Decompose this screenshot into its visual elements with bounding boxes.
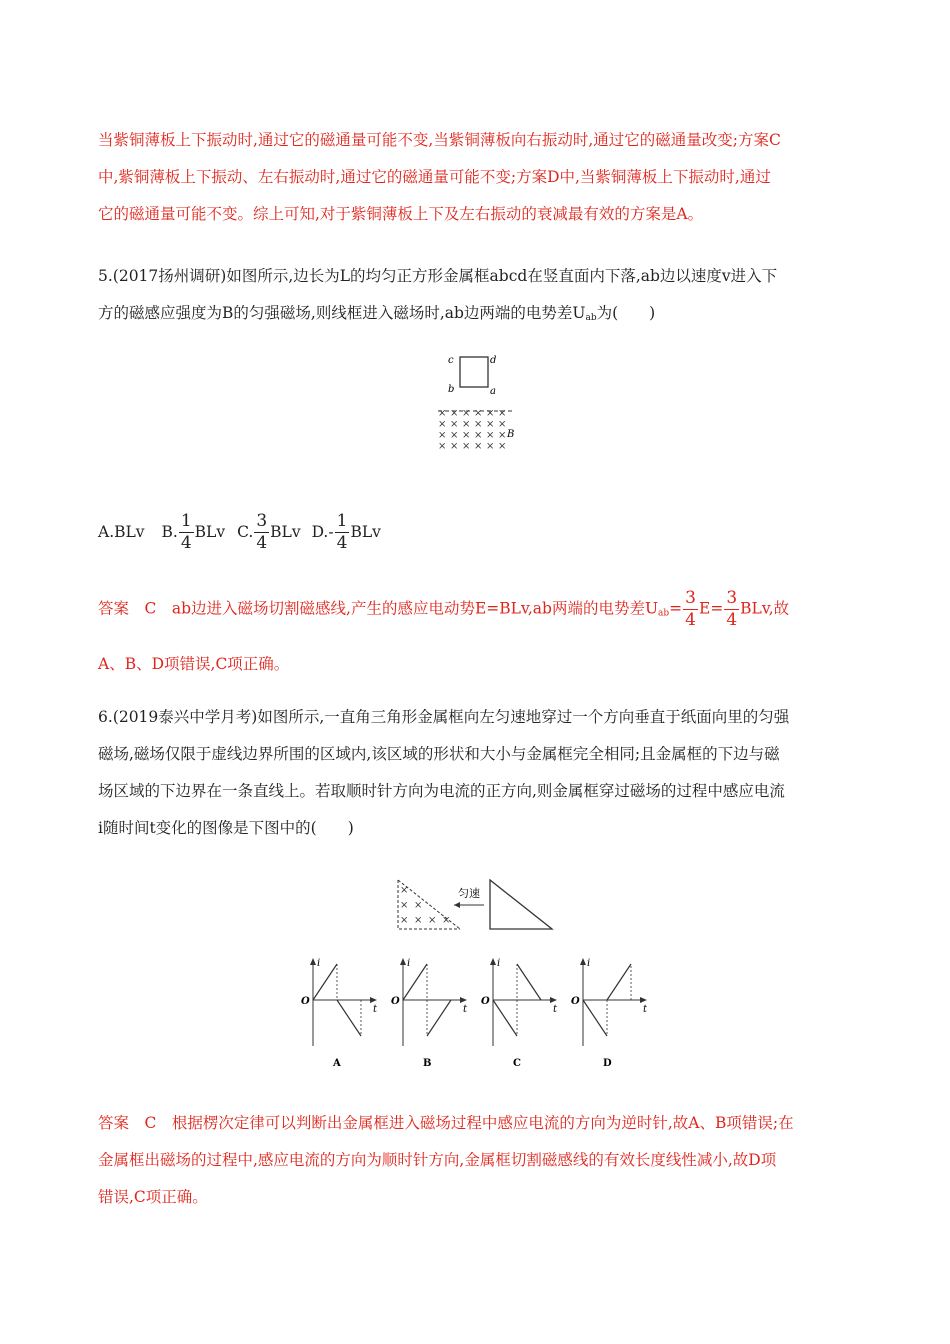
axis-label-i: i	[407, 958, 411, 969]
question6-line: 6.(2019泰兴中学月考)如图所示,一直角三角形金属框向左匀速地穿过一个方向垂直于纸面向里的匀强	[98, 708, 790, 726]
question5-line: 5.(2017扬州调研)如图所示,边长为L的均匀正方形金属框abcd在竖直面内下落,ab边以速度v进入下	[98, 267, 778, 285]
axis-label-i: i	[497, 958, 501, 969]
graph-group	[301, 958, 648, 1069]
field-cross-mark: ×	[498, 408, 507, 419]
axis-arrow-icon	[400, 958, 406, 965]
question6-line: i随时间t变化的图像是下图中的( )	[98, 819, 354, 837]
corner-label-a: a	[490, 386, 496, 397]
answer6-line: 错误,C项正确。	[98, 1188, 208, 1206]
question5-figure	[430, 350, 530, 465]
field-cross-mark: ×	[438, 441, 447, 452]
field-cross-mark: ×	[400, 885, 409, 896]
graph-label: A	[333, 1058, 341, 1069]
magnetic-field-crosses	[400, 885, 450, 926]
graph-label: B	[423, 1058, 432, 1069]
field-cross-mark: ×	[486, 419, 495, 430]
axis-label-t: t	[463, 1004, 468, 1015]
uniform-speed-label: 匀速	[458, 887, 480, 900]
axis-arrow-icon	[310, 958, 316, 965]
fraction: $\frac{3}{4}$	[726, 588, 738, 630]
triangle-frame	[490, 880, 552, 929]
field-cross-mark: ×	[498, 430, 507, 441]
answer4-line: 当紫铜薄板上下振动时,通过它的磁通量可能不变,当紫铜薄板向右振动时,通过它的磁通量改变;方案C	[98, 131, 781, 149]
field-cross-mark: ×	[438, 419, 447, 430]
origin-label: O	[481, 996, 490, 1007]
field-cross-mark: ×	[474, 430, 483, 441]
option-C: C. $\frac{3}{4}$ BLv	[237, 511, 301, 553]
fraction: $\frac{1}{4}$	[180, 511, 192, 553]
square-frame	[460, 357, 488, 387]
field-cross-mark: ×	[438, 430, 447, 441]
answer6-text	[98, 1105, 858, 1216]
field-cross-mark: ×	[474, 419, 483, 430]
axis-label-t: t	[373, 1004, 378, 1015]
field-cross-mark: ×	[400, 915, 409, 926]
axis-label-t: t	[553, 1004, 558, 1015]
graph-label: D	[603, 1058, 612, 1069]
arrow-head-icon	[454, 902, 460, 908]
origin-label: O	[571, 996, 580, 1007]
fraction: $\frac{1}{4}$	[336, 511, 348, 553]
graph-label: C	[513, 1058, 521, 1069]
axis-label-i: i	[587, 958, 591, 969]
option-B: B. $\frac{1}{4}$ BLv	[161, 511, 226, 553]
field-cross-mark: ×	[450, 430, 459, 441]
question5-options	[98, 513, 858, 552]
magnetic-field-crosses	[438, 408, 506, 452]
field-cross-mark: ×	[442, 915, 451, 926]
axis-arrow-icon	[580, 958, 586, 965]
field-cross-mark: ×	[474, 408, 483, 419]
axis-label-i: i	[317, 958, 321, 969]
field-cross-mark: ×	[438, 408, 447, 419]
answer6-line: 答案 C 根据楞次定律可以判断出金属框进入磁场过程中感应电流的方向为逆时针,故A、B项错误;在	[98, 1114, 794, 1132]
field-cross-mark: ×	[450, 441, 459, 452]
field-cross-mark: ×	[414, 900, 423, 911]
question6-line: 场区域的下边界在一条直线上。若取顺时针方向为电流的正方向,则金属框穿过磁场的过程中感应电流	[98, 782, 785, 800]
option-D: D.- $\frac{1}{4}$ BLv	[311, 511, 381, 553]
question6-line: 磁场,磁场仅限于虚线边界所围的区域内,该区域的形状和大小与金属框完全相同;且金属框的下边与磁	[98, 745, 780, 763]
axis-label-t: t	[643, 1004, 648, 1015]
field-cross-mark: ×	[414, 915, 423, 926]
axis-arrow-icon	[370, 997, 377, 1003]
axis-arrow-icon	[490, 958, 496, 965]
graph-D	[571, 958, 648, 1069]
origin-label: O	[301, 996, 310, 1007]
question6-field-figure	[390, 875, 570, 935]
field-cross-mark: ×	[450, 408, 459, 419]
field-cross-mark: ×	[498, 419, 507, 430]
field-cross-mark: ×	[486, 408, 495, 419]
origin-label: O	[391, 996, 400, 1007]
answer5-line: 答案 C ab边进入磁场切割磁感线,产生的感应电动势E=BLv,ab两端的电势差$U_{ab}=$ $\frac{3}{4}$ E= $\frac{3}{4}$ BLv,故	[98, 588, 790, 630]
answer4-text	[98, 122, 858, 233]
fraction: $\frac{3}{4}$	[256, 511, 268, 553]
answer4-line: 中,紫铜薄板上下振动、左右振动时,通过它的磁通量可能不变;方案D中,当紫铜薄板上下振动时,通过	[98, 168, 771, 186]
axis-arrow-icon	[640, 997, 647, 1003]
field-cross-mark: ×	[450, 419, 459, 430]
question5-text	[98, 258, 858, 337]
field-cross-mark: ×	[400, 900, 409, 911]
answer4-line: 它的磁通量可能不变。综上可知,对于紫铜薄板上下及左右振动的衰减最有效的方案是A。	[98, 205, 704, 223]
answer5-text	[98, 590, 858, 633]
axis-arrow-icon	[460, 997, 467, 1003]
field-cross-mark: ×	[428, 915, 437, 926]
field-label-B: B	[507, 429, 515, 440]
field-cross-mark: ×	[462, 430, 471, 441]
answer6-line: 金属框出磁场的过程中,感应电流的方向为顺时针方向,金属框切割磁感线的有效长度线性减小,故D项	[98, 1151, 777, 1169]
field-cross-mark: ×	[486, 430, 495, 441]
field-cross-mark: ×	[462, 441, 471, 452]
question6-text	[98, 699, 858, 847]
field-cross-mark: ×	[462, 408, 471, 419]
corner-label-b: b	[448, 384, 455, 395]
axis-arrow-icon	[550, 997, 557, 1003]
fraction: $\frac{3}{4}$	[685, 588, 696, 630]
graph-B	[391, 958, 468, 1069]
option-A: A.BLv	[98, 522, 145, 541]
corner-label-d: d	[490, 355, 497, 366]
field-cross-mark: ×	[474, 441, 483, 452]
graph-C	[481, 958, 558, 1069]
answer5-line2: A、B、D项错误,C项正确。	[98, 655, 290, 673]
corner-label-c: c	[448, 355, 454, 366]
field-cross-mark: ×	[498, 441, 507, 452]
field-cross-mark: ×	[462, 419, 471, 430]
graph-A	[301, 958, 378, 1069]
question6-graphs	[295, 950, 665, 1075]
field-cross-mark: ×	[486, 441, 495, 452]
question5-line: 方的磁感应强度为B的匀强磁场,则线框进入磁场时,ab边两端的电势差$U_{ab}$为( )	[98, 304, 656, 323]
